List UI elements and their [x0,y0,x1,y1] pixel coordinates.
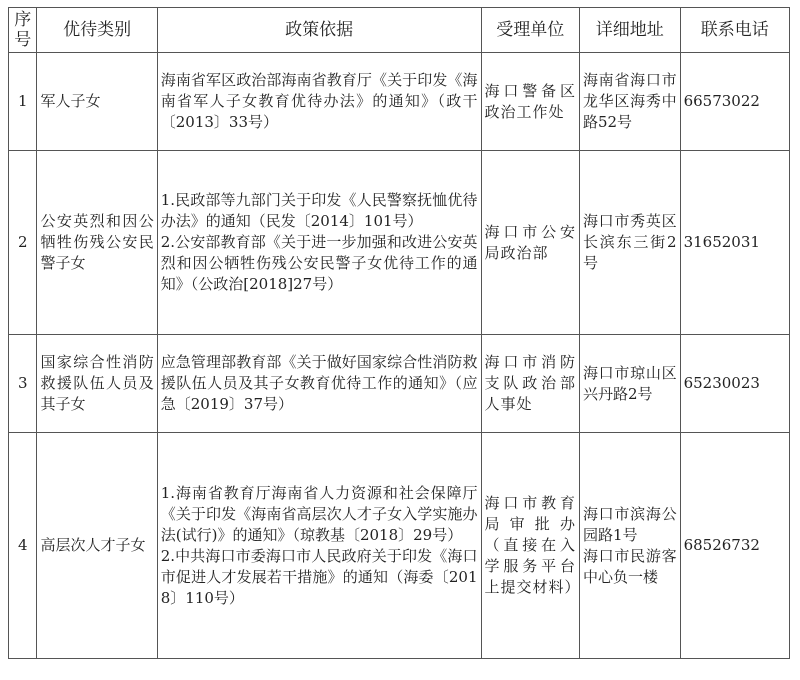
address-item: 海口市民游客中心负一楼 [582,546,677,586]
row-phone: 31652031 [680,151,789,335]
row-number: 3 [9,335,37,433]
policy-basis-item: 1.海南省教育厅海南省人力资源和社会保障厅《关于印发《海南省高层次人才子女入学实施办法(试行)》的通知》（琼教基〔2018〕29号） [160,483,478,544]
policy-basis-item: 1.民政部等九部门关于印发《人民警察抚恤优待办法》的通知（民发〔2014〕101号） [160,191,478,230]
row-address [579,433,680,659]
row-handling-unit: 海口市公安局政治部 [481,151,579,335]
row-phone: 65230023 [680,335,789,433]
row-category: 高层次人才子女 [37,433,157,659]
table-row [9,335,790,433]
row-address: 海口市琼山区兴丹路2号 [579,335,680,433]
table-row [9,151,790,335]
row-phone: 68526732 [680,433,789,659]
header-row [9,8,790,53]
row-number: 1 [9,53,37,151]
address-item: 海口市滨海公园路1号 [582,504,677,544]
policy-table [8,7,790,659]
policy-basis-item: 2.公安部教育部《关于进一步加强和改进公安英烈和因公牺牲伤残公安民警子女优待工作的通知》（公政治[2018]27号） [160,233,478,293]
header-no-line1: 序 [14,10,32,30]
row-handling-unit: 海口市消防支队政治部人事处 [481,335,579,433]
row-address: 海口市秀英区长滨东三街2号 [579,151,680,335]
row-address: 海南省海口市龙华区海秀中路52号 [579,53,680,151]
row-number: 4 [9,433,37,659]
row-policy-basis: 海南省军区政治部海南省教育厅《关于印发《海南省军人子女教育优待办法》的通知》（政干〔2013〕33号） [157,53,481,151]
row-phone: 66573022 [680,53,789,151]
header-basis: 政策依据 [157,8,481,53]
row-number: 2 [9,151,37,335]
row-category: 公安英烈和因公牺牲伤残公安民警子女 [37,151,157,335]
table-row [9,53,790,151]
row-policy-basis [157,433,481,659]
row-category: 国家综合性消防救援队伍人员及其子女 [37,335,157,433]
table-row [9,433,790,659]
header-phone: 联系电话 [680,8,789,53]
header-no [9,8,37,53]
header-no-line2: 号 [14,30,32,50]
row-policy-basis [157,151,481,335]
table-header [9,8,790,53]
header-address: 详细地址 [579,8,680,53]
row-handling-unit: 海口警备区政治工作处 [481,53,579,151]
policy-basis-item: 2.中共海口市委海口市人民政府关于印发《海口市促进人才发展若干措施》的通知（海委〔2018〕110号） [160,546,478,607]
row-category: 军人子女 [37,53,157,151]
header-unit: 受理单位 [481,8,579,53]
row-handling-unit: 海口市教育局审批办（直接在入学服务平台上提交材料） [481,433,579,659]
header-category: 优待类别 [37,8,157,53]
row-policy-basis: 应急管理部教育部《关于做好国家综合性消防救援队伍人员及其子女教育优待工作的通知》（应急〔2019〕37号） [157,335,481,433]
